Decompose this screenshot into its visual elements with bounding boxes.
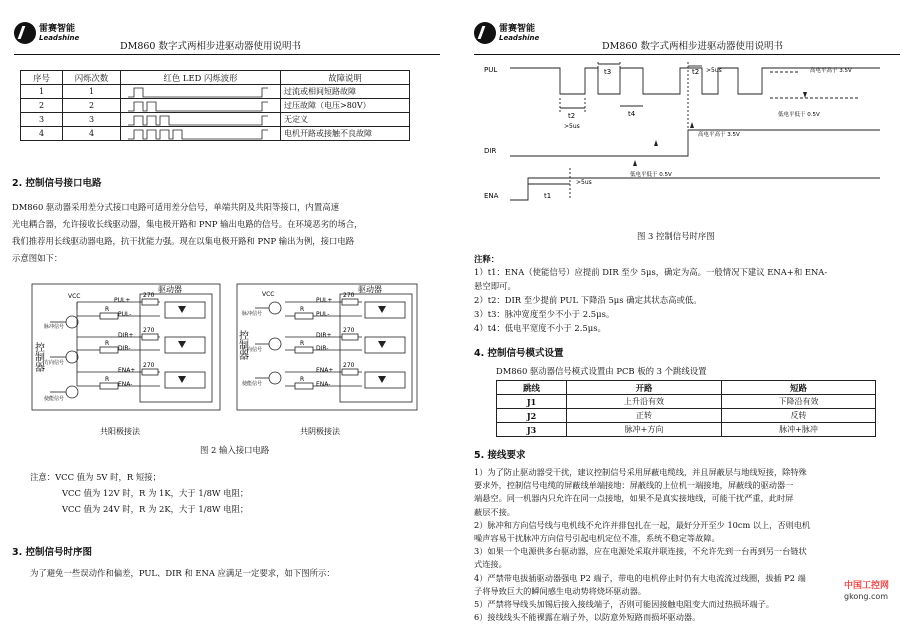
sig-dir-r: 方向信号 <box>242 347 263 353</box>
signal-dir: DIR <box>484 147 497 155</box>
leadshine-logo <box>14 20 80 48</box>
section3-title: 3. 控制信号时序图 <box>12 547 93 558</box>
label-t1: t1 <box>544 192 552 200</box>
logo-mark-icon <box>474 22 496 44</box>
header-title-right: DM860 数字式两相步进驱动器使用说明书 <box>602 41 783 52</box>
jumper-row <box>497 423 876 437</box>
col-desc: 故障说明 <box>281 71 410 85</box>
cell-waveform <box>121 127 281 141</box>
wiring-req-line: 子将导致巨大的瞬间感生电动势将烧坏驱动器。 <box>474 585 646 596</box>
fault-table-row <box>21 113 410 127</box>
label-common-cathode: 共阴极接法 <box>300 427 340 436</box>
pin-ena-minus-l: ENA- <box>118 381 133 388</box>
pin-pul-plus-l: PUL+ <box>114 297 131 304</box>
cell-waveform <box>121 85 281 99</box>
logo-en: Leadshine <box>39 34 80 42</box>
jumper-table-header <box>497 381 876 395</box>
jumper-row <box>497 395 876 409</box>
fault-table-row <box>21 99 410 113</box>
cell-no: 4 <box>21 127 63 141</box>
vcc-right: VCC <box>262 291 275 298</box>
header-rule <box>14 54 440 55</box>
res-r3-l: R <box>105 376 110 383</box>
cell-j2-open: 正转 <box>567 409 722 423</box>
signal-ena: ENA <box>484 192 499 200</box>
section2-para-2: 光电耦合器，允许接收长线驱动器，集电极开路和 PNP 输出电路的信号。在环境恶劣的场合， <box>12 219 363 229</box>
cell-j1-short: 下降沿有效 <box>722 395 876 409</box>
controller-label-left: 控制器 <box>32 342 44 372</box>
note-line-2: VCC 值为 12V 时，R 为 1K，大于 1/8W 电阻； <box>62 488 249 498</box>
note-item-4: 4）t4：低电平宽度不小于 2.5μs。 <box>474 323 606 333</box>
sig-ena-r: 使能信号 <box>242 381 263 387</box>
section3-para: 为了避免一些误动作和偏差，PUL、DIR 和 ENA 应满足一定要求，如下图所示： <box>30 568 335 578</box>
led-waveform <box>126 128 276 140</box>
label-high-pul: 高电平高于 3.5V <box>810 68 852 74</box>
col-no: 序号 <box>21 71 63 85</box>
cell-count: 3 <box>63 113 121 127</box>
sig-dir-l: 方向信号 <box>44 360 65 366</box>
cell-j1-open: 上升沿有效 <box>567 395 722 409</box>
note-item-3: 3）t3：脉冲宽度至少不小于 2.5μs。 <box>474 309 615 319</box>
cell-count: 2 <box>63 99 121 113</box>
wiring-req-line: 蔽层不接。 <box>474 506 515 517</box>
label-gt5us-c: >5us <box>576 179 592 186</box>
led-waveform-trace <box>128 116 268 125</box>
label-common-anode: 共阳极接法 <box>100 427 140 436</box>
pin-pul-minus-l: PUL- <box>118 311 132 318</box>
wiring-req-line: 6）接线线头不能裸露在端子外，以防意外短路而损坏驱动器。 <box>474 612 701 623</box>
r270-3-r: 270 <box>343 362 355 369</box>
cell-no: 3 <box>21 113 63 127</box>
r270-1-r: 270 <box>343 292 355 299</box>
led-waveform <box>126 114 276 126</box>
fault-table-header <box>21 71 410 85</box>
section5-title: 5. 接线要求 <box>474 450 526 461</box>
note-item-1b: 悬空即可。 <box>474 281 516 291</box>
cell-count: 4 <box>63 127 121 141</box>
led-waveform <box>126 86 276 98</box>
cell-j3-short: 脉冲+脉冲 <box>722 423 876 437</box>
logo-mark-icon <box>14 22 36 44</box>
wiring-req-line: 端悬空。同一机器内只允许在同一点接地，如果不是真实接地线，可能干扰严重，此时屏 <box>474 493 794 504</box>
res-r2-r: R <box>300 340 305 347</box>
r270-1-l: 270 <box>143 292 155 299</box>
driver-label-right: 驱动器 <box>358 285 382 294</box>
watermark-cn: 中国工控网 <box>844 581 890 591</box>
res-r1-l: R <box>105 306 110 313</box>
controller-label-right: 控制器 <box>236 330 248 360</box>
jumper-row <box>497 409 876 423</box>
cell-j2: J2 <box>497 409 567 423</box>
cell-waveform <box>121 113 281 127</box>
label-t2a: t2 <box>568 112 576 120</box>
cell-desc: 电机开路或接触不良故障 <box>281 127 410 141</box>
timing-diagram <box>480 58 900 228</box>
cell-j2-short: 反转 <box>722 409 876 423</box>
fig2-caption: 图 2 输入接口电路 <box>200 445 270 455</box>
header-rule-right <box>474 54 900 55</box>
wiring-req-line: 2）脉冲和方向信号线与电机线不允许并排包扎在一起，最好分开至少 10cm 以上，否则电机 <box>474 519 811 530</box>
note-line-3: VCC 值为 24V 时，R 为 2K，大于 1/8W 电阻； <box>62 504 249 514</box>
fault-table <box>20 70 410 141</box>
wiring-req-line: 1）为了防止驱动器受干扰，建议控制信号采用屏蔽电缆线，并且屏蔽层与地线短接，除特殊 <box>474 467 807 477</box>
r270-2-l: 270 <box>143 327 155 334</box>
pin-dir-plus-r: DIR+ <box>316 332 332 339</box>
note-item-1: 1）t1：ENA（使能信号）应提前 DIR 至少 5μs，确定为高。一般情况下建议 ENA+和 ENA- <box>474 267 828 277</box>
note-line-1: 注意：VCC 值为 5V 时，R 短接； <box>30 472 161 482</box>
label-gt5us-b: >5us <box>706 67 722 74</box>
col-count: 闪烁次数 <box>63 71 121 85</box>
res-r3-r: R <box>300 376 305 383</box>
logo-en-right: Leadshine <box>499 34 540 42</box>
label-high-dir: 高电平高于 3.5V <box>698 132 740 138</box>
notes-title: 注释： <box>474 254 500 264</box>
label-t2b: t2 <box>692 68 700 76</box>
cell-waveform <box>121 99 281 113</box>
r270-2-r: 270 <box>343 327 355 334</box>
label-low-pul: 低电平低于 0.5V <box>778 112 820 118</box>
section2-para-4: 示意图如下： <box>12 253 63 263</box>
sig-pulse-r: 脉冲信号 <box>242 311 263 317</box>
logo-cn-right: 雷赛智能 <box>499 24 536 34</box>
cell-count: 1 <box>63 85 121 99</box>
res-r2-l: R <box>105 340 110 347</box>
col-wave: 红色 LED 闪烁波形 <box>121 71 281 85</box>
section2-para-3: 我们推荐用长线驱动器电路，抗干扰能力强。现在以集电极开路和 PNP 输出为例，接口电路 <box>12 236 355 246</box>
wiring-req-line: 式连接。 <box>474 559 507 570</box>
r270-3-l: 270 <box>143 362 155 369</box>
sig-pulse-l: 脉冲信号 <box>44 324 65 330</box>
section2-title: 2. 控制信号接口电路 <box>12 178 102 189</box>
section4-intro: DM860 驱动器信号模式设置由 PCB 板的 3 个跳线设置 <box>496 366 707 376</box>
section4-title: 4. 控制信号模式设置 <box>474 348 564 359</box>
signal-pul: PUL <box>484 66 498 74</box>
pin-ena-plus-l: ENA+ <box>118 367 136 374</box>
leadshine-logo-right <box>474 20 540 48</box>
pin-dir-plus-l: DIR+ <box>118 332 134 339</box>
section2-para-1: DM860 驱动器采用差分式接口电路可适用差分信号，单端共阴及共阳等接口，内置高速 <box>12 202 340 212</box>
label-t3: t3 <box>604 68 612 76</box>
col-open: 开路 <box>567 381 722 395</box>
cell-no: 2 <box>21 99 63 113</box>
pin-dir-minus-r: DIR- <box>316 345 329 352</box>
res-r1-r: R <box>300 306 305 313</box>
led-waveform-trace <box>128 102 268 111</box>
wiring-req-line: 3）如果一个电源供多台驱动器，应在电源处采取并联连接，不允许先到一台再到另一台链状 <box>474 546 807 557</box>
label-t4: t4 <box>628 110 636 118</box>
logo-cn: 雷赛智能 <box>39 24 76 34</box>
driver-label-left: 驱动器 <box>158 285 182 294</box>
pin-pul-plus-r: PUL+ <box>316 297 333 304</box>
label-gt5us-a: >5us <box>564 123 580 130</box>
jumper-table <box>496 380 876 437</box>
fault-table-row <box>21 127 410 141</box>
col-jumper: 跳线 <box>497 381 567 395</box>
sig-ena-l: 使能信号 <box>44 396 65 402</box>
right-page <box>462 0 924 632</box>
vcc-left: VCC <box>68 293 81 300</box>
cell-desc: 无定义 <box>281 113 410 127</box>
led-waveform <box>126 100 276 112</box>
wiring-req-line: 要求外，控制信号电缆的屏蔽线单端接地：屏蔽线的上位机一端接地，屏蔽线的驱动器一 <box>474 480 794 491</box>
header-title: DM860 数字式两相步进驱动器使用说明书 <box>120 41 301 52</box>
cell-no: 1 <box>21 85 63 99</box>
cell-j3-open: 脉冲+方向 <box>567 423 722 437</box>
col-short: 短路 <box>722 381 876 395</box>
cell-desc: 过流或相间短路故障 <box>281 85 410 99</box>
cell-j3: J3 <box>497 423 567 437</box>
pin-ena-minus-r: ENA- <box>316 381 331 388</box>
led-waveform-trace <box>128 88 268 97</box>
pin-pul-minus-r: PUL- <box>316 311 330 318</box>
watermark-url: gkong.com <box>844 592 889 601</box>
wiring-req-line: 4）严禁带电拔插驱动器强电 P2 端子，带电的电机停止时仍有大电流流过线圈，拔插 P2 端 <box>474 572 806 583</box>
fault-table-row <box>21 85 410 99</box>
led-waveform-trace <box>128 130 268 139</box>
pin-ena-plus-r: ENA+ <box>316 367 334 374</box>
wiring-req-line: 5）严禁将导线头加锡后接入接线端子，否则可能因接触电阻变大而过热损坏端子。 <box>474 599 774 609</box>
note-item-2: 2）t2：DIR 至少提前 PUL 下降沿 5μs 确定其状态高或低。 <box>474 295 702 305</box>
label-low-dir: 低电平低于 0.5V <box>630 172 672 178</box>
interface-circuit <box>30 282 420 442</box>
cell-desc: 过压故障（电压>80V） <box>281 99 410 113</box>
cell-j1: J1 <box>497 395 567 409</box>
wiring-req-line: 噪声容易干扰脉冲方向信号引起电机定位不准，系统不稳定等故障。 <box>474 533 720 543</box>
fig3-caption: 图 3 控制信号时序图 <box>637 231 715 241</box>
pin-dir-minus-l: DIR- <box>118 345 131 352</box>
